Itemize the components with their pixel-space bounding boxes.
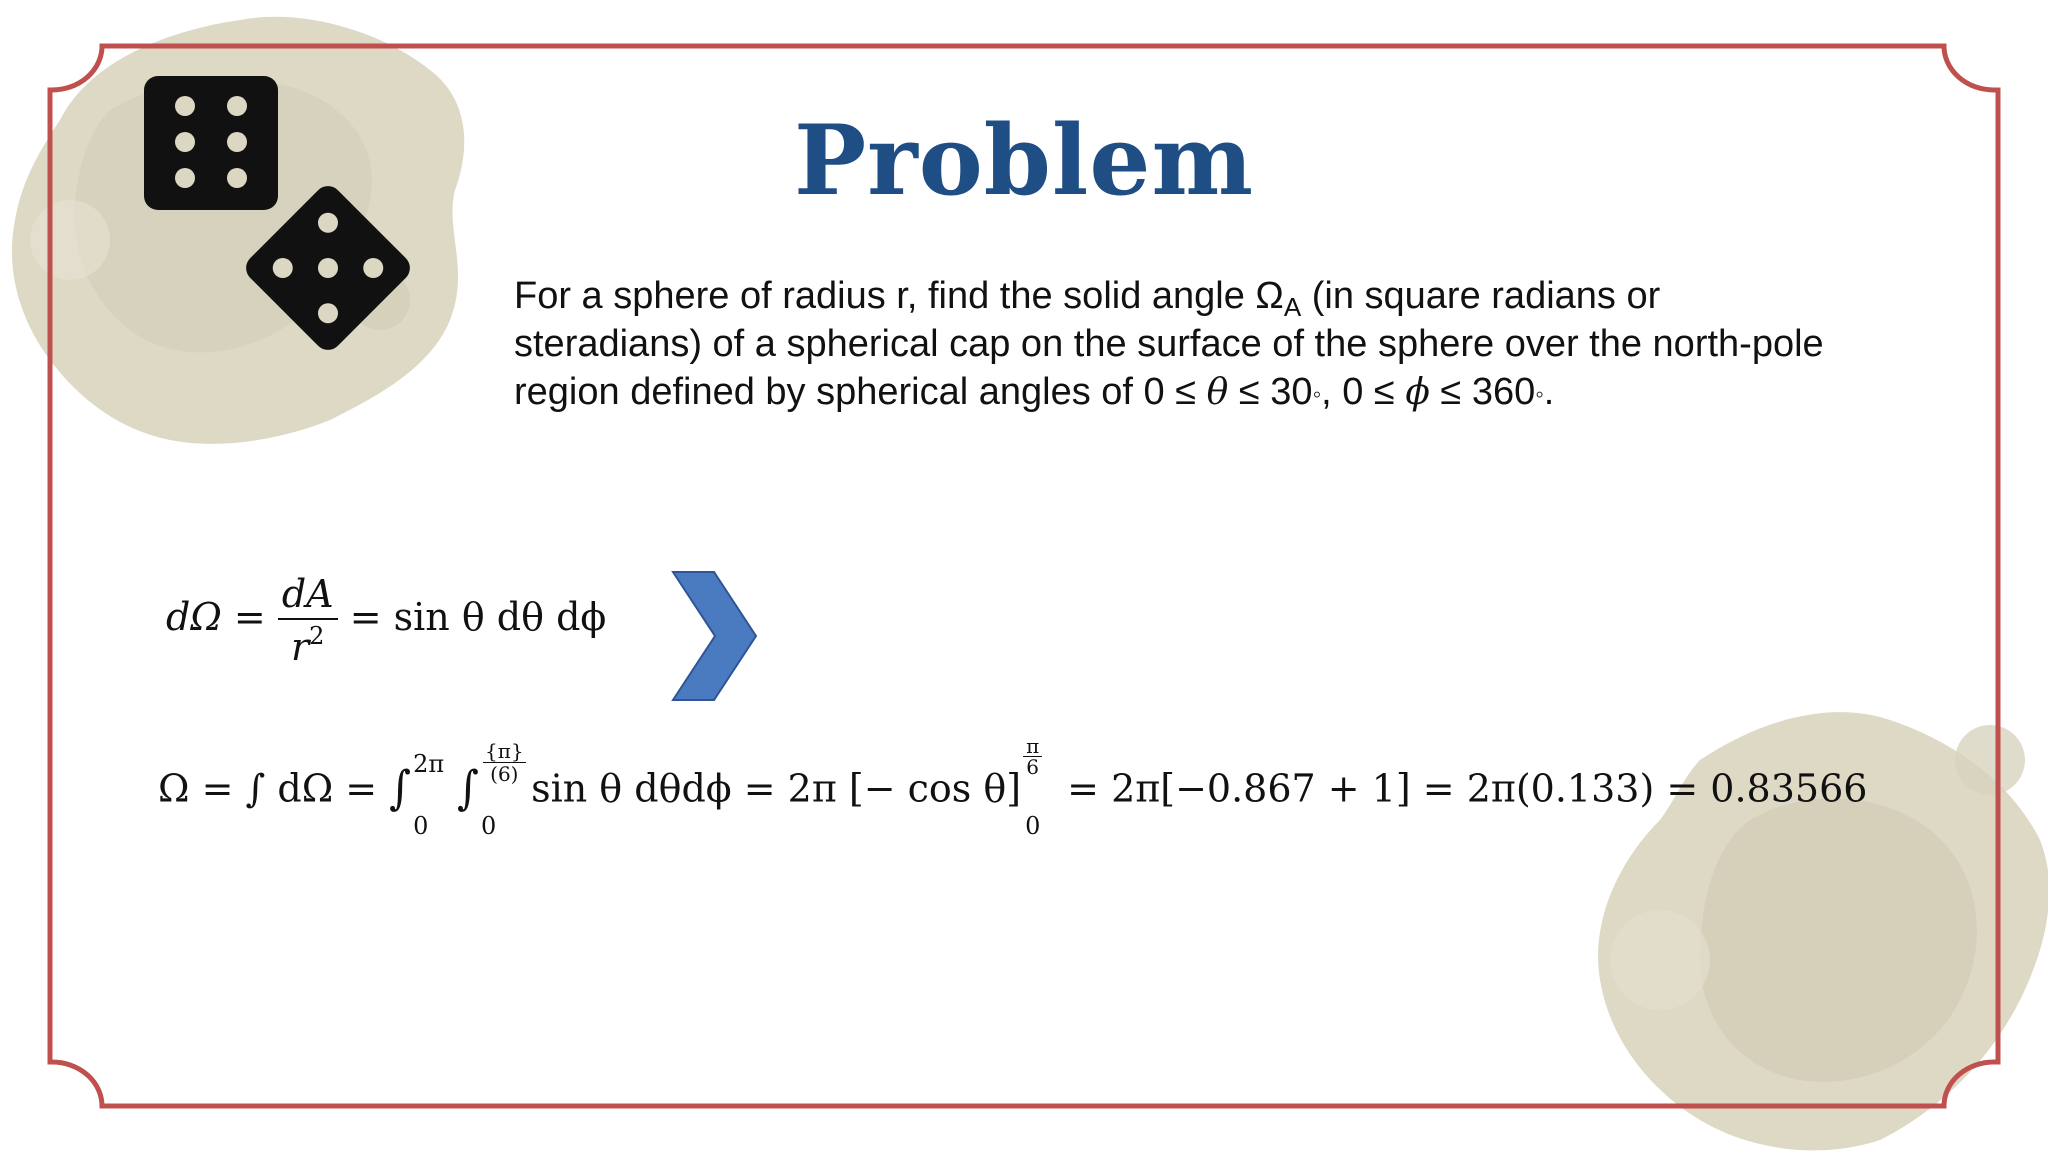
problem-statement — [514, 272, 1934, 419]
chevron-right-icon — [673, 572, 756, 700]
fraction-dA-over-r2: $\frac{dA}{r^2}$ — [278, 572, 338, 669]
equation-solid-angle-integral: Ω = ∫ dΩ = ∫ 2π 0 ∫ {π} (6) 0 sin θ dθdϕ = 2π [− cos θ] π 6 0 = 2π[−0.867 + 1] = 2π(0.133) = 0.83566 — [158, 734, 1868, 840]
page-title: Problem — [793, 104, 1255, 217]
problem-line-2: steradians) of a spherical cap on the surface of the sphere over the north-pole — [514, 323, 1824, 365]
problem-line-3: region defined by spherical angles of 0 ≤ θ ≤ 30◦, 0 ≤ ϕ ≤ 360◦. — [514, 371, 1555, 413]
problem-line-1: For a sphere of radius r, find the solid angle $\Omega_A$ (in square radians or — [514, 275, 1661, 322]
equation-solid-angle-differential: dΩ = $\frac{dA}{r^2}$ = sin θ dθ dϕ — [166, 572, 607, 669]
